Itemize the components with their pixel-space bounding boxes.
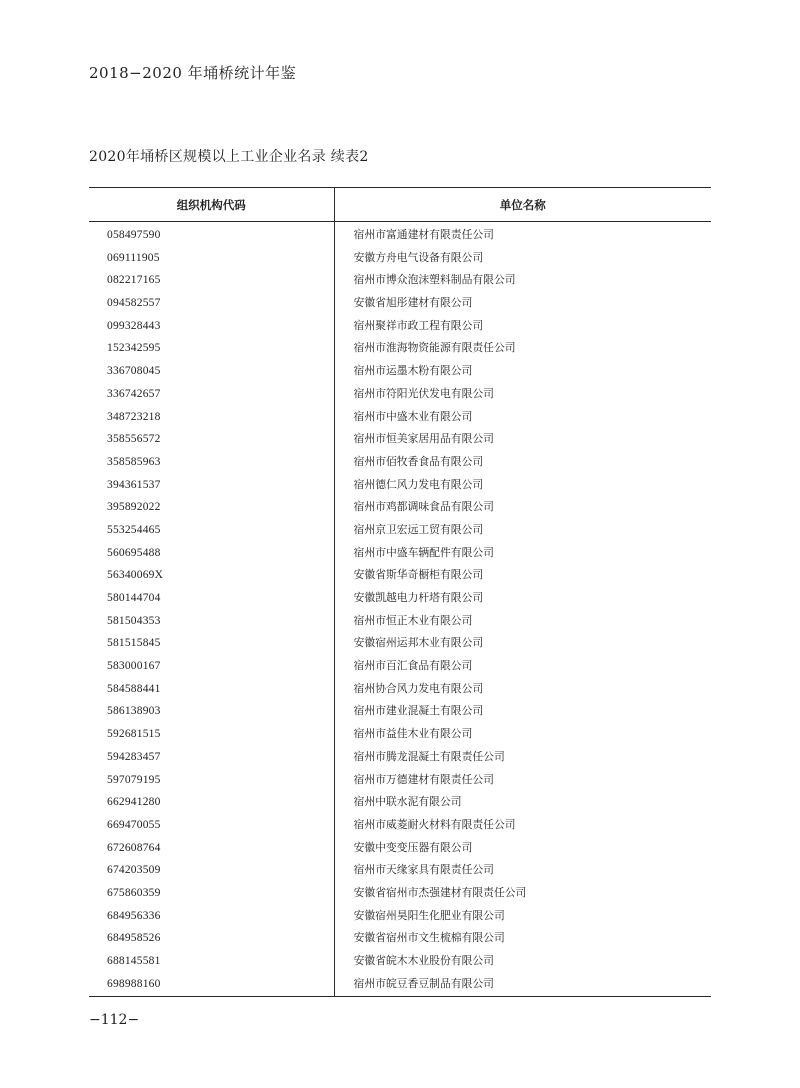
company-name-cell: 安徽中变变压器有限公司 (353, 840, 473, 854)
company-name-cell: 宿州市建业混凝土有限公司 (353, 704, 484, 718)
code-column (89, 222, 334, 996)
enterprise-table (89, 187, 711, 997)
company-name-cell: 宿州聚祥市政工程有限公司 (353, 318, 484, 332)
table-body (89, 222, 711, 996)
company-name-cell: 宿州市运墨木粉有限公司 (353, 364, 473, 378)
org-code-cell: 584588441 (107, 682, 161, 695)
company-name-cell: 宿州市富通建材有限责任公司 (353, 228, 494, 241)
company-name-cell: 宿州市鸡都调味食品有限公司 (353, 500, 494, 514)
company-name-cell: 宿州市威菱耐火材料有限责任公司 (353, 817, 516, 831)
org-code-cell: 394361537 (107, 478, 161, 491)
org-code-cell: 058497590 (107, 229, 161, 241)
org-code-cell: 069111905 (107, 251, 160, 264)
org-code-cell: 684956336 (107, 909, 161, 922)
org-code-cell: 688145581 (107, 955, 161, 967)
company-name-cell: 安徽省皖木木业股份有限公司 (353, 954, 494, 967)
org-code-cell: 094582557 (107, 297, 161, 310)
org-code-cell: 698988160 (107, 977, 161, 990)
company-name-cell: 宿州市百汇食品有限公司 (353, 659, 473, 673)
org-code-cell: 586138903 (107, 705, 161, 718)
org-code-cell: 152342595 (107, 342, 161, 355)
org-code-cell: 672608764 (107, 841, 161, 854)
company-name-cell: 安徽省斯华奇橱柜有限公司 (353, 568, 484, 582)
org-code-cell: 358556572 (107, 433, 161, 446)
table-title: 2020年埇桥区规模以上工业企业名录 续表2 (89, 149, 369, 165)
company-name-cell: 宿州市符阳光伏发电有限公司 (353, 386, 494, 400)
org-code-cell: 099328443 (107, 319, 161, 332)
company-name-cell: 安徽省宿州市杰强建材有限责任公司 (353, 885, 527, 899)
name-column (334, 222, 711, 996)
company-name-cell: 宿州市天缘家具有限责任公司 (353, 863, 494, 877)
org-code-cell: 684958526 (107, 932, 161, 945)
company-name-cell: 宿州协合风力发电有限公司 (353, 681, 484, 695)
org-code-cell: 082217165 (107, 274, 161, 287)
company-name-cell: 宿州中联水泥有限公司 (353, 795, 462, 809)
org-code-cell: 348723218 (107, 410, 161, 423)
org-code-cell: 592681515 (107, 728, 161, 741)
org-code-cell: 662941280 (107, 796, 161, 809)
company-name-cell: 安徽省宿州市文生梳棉有限公司 (353, 931, 505, 945)
company-name-cell: 宿州德仁风力发电有限公司 (353, 477, 484, 491)
company-name-cell: 宿州京卫宏远工贸有限公司 (353, 522, 484, 536)
company-name-cell: 宿州市淮海物资能源有限责任公司 (353, 341, 516, 355)
company-name-cell: 宿州市恒正木业有限公司 (353, 613, 473, 627)
org-code-cell: 56340069X (107, 569, 164, 582)
org-code-cell: 580144704 (107, 592, 161, 604)
column-header-code: 组织机构代码 (176, 197, 246, 212)
company-name-cell: 宿州市益佳木业有限公司 (353, 727, 473, 741)
company-name-cell: 宿州市皖豆香豆制品有限公司 (353, 976, 494, 990)
table-header (89, 188, 711, 222)
org-code-cell: 674203509 (107, 864, 161, 877)
running-header: 2018−2020 年埇桥统计年鉴 (89, 64, 297, 82)
org-code-cell: 583000167 (107, 660, 161, 673)
org-code-cell: 597079195 (107, 773, 161, 786)
org-code-cell: 675860359 (107, 886, 161, 899)
org-code-cell: 553254465 (107, 523, 161, 536)
company-name-cell: 宿州市万德建材有限责任公司 (353, 772, 494, 786)
company-name-cell: 安徽方舟电气设备有限公司 (353, 250, 484, 264)
company-name-cell: 安徽宿州昊阳生化肥业有限公司 (353, 908, 505, 922)
org-code-cell: 336742657 (107, 387, 161, 400)
company-name-cell: 宿州市博众泡沫塑料制品有限公司 (353, 273, 516, 287)
company-name-cell: 安徽宿州运邦木业有限公司 (353, 636, 484, 650)
org-code-cell: 581504353 (107, 614, 161, 627)
page-number: −112− (89, 1012, 140, 1028)
org-code-cell: 560695488 (107, 546, 161, 559)
org-code-cell: 336708045 (107, 365, 161, 378)
company-name-cell: 宿州市中盛木业有限公司 (353, 409, 473, 423)
org-code-cell: 594283457 (107, 750, 161, 763)
org-code-cell: 395892022 (107, 501, 161, 514)
company-name-cell: 宿州市佰牧香食品有限公司 (353, 454, 484, 468)
org-code-cell: 358585963 (107, 455, 161, 468)
column-header-name: 单位名称 (334, 188, 711, 221)
company-name-cell: 宿州市腾龙混凝土有限责任公司 (353, 749, 505, 763)
org-code-cell: 669470055 (107, 818, 161, 831)
company-name-cell: 安徽凯越电力杆塔有限公司 (353, 591, 484, 604)
company-name-cell: 宿州市恒美家居用品有限公司 (353, 432, 494, 446)
company-name-cell: 安徽省旭彤建材有限公司 (353, 296, 473, 310)
org-code-cell: 581515845 (107, 637, 161, 650)
company-name-cell: 宿州市中盛车辆配件有限公司 (353, 545, 494, 559)
